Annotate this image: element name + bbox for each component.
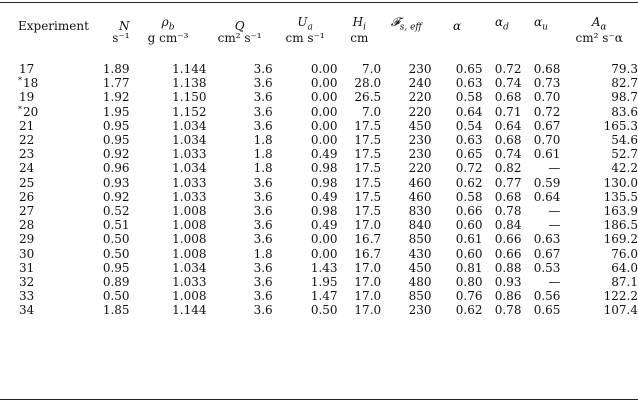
experiment-cell [18, 147, 103, 161]
alpha-d-cell: 0.71 [494, 104, 522, 119]
rho-b-cell: 1.144 [172, 303, 207, 318]
rho-b-cell: 1.033 [172, 147, 207, 162]
N-cell: 0.52 [102, 203, 130, 218]
table-top-rule [0, 2, 638, 3]
header-name-row [18, 14, 638, 32]
A-alpha-cell: 82.7 [611, 76, 638, 91]
experiment-cell [18, 133, 103, 147]
H-i-cell: 17.5 [354, 203, 382, 218]
experiment-marker: * [18, 76, 22, 86]
rho-b-cell: 1.008 [172, 218, 207, 233]
A-alpha-cell: 64.0 [611, 260, 638, 275]
experiment-id: 31 [19, 260, 35, 275]
alpha-d-cell: 0.68 [494, 133, 522, 148]
experiment-cell [18, 275, 103, 289]
alpha-cell: 0.63 [455, 133, 483, 148]
H-i-cell: 17.0 [354, 303, 382, 318]
experiment-id: 34 [19, 303, 35, 318]
Q-cell: 3.6 [253, 76, 273, 91]
table-body [18, 62, 638, 317]
alpha-cell: 0.61 [455, 232, 483, 247]
experiment-id: 24 [19, 161, 35, 176]
Q-cell: 3.6 [253, 260, 273, 275]
table-row [18, 246, 638, 260]
Q-cell: 3.6 [253, 218, 273, 233]
unit-alpha-d [482, 32, 521, 50]
unit-U-a: cm s⁻¹ [285, 31, 325, 45]
experiment-marker: * [18, 104, 22, 114]
table-row [18, 119, 638, 133]
N-cell: 1.95 [102, 104, 130, 119]
alpha-u-cell: 0.70 [533, 90, 561, 105]
N-cell: 1.89 [102, 62, 130, 77]
rho-b-cell: 1.008 [172, 289, 207, 304]
table-row [18, 105, 638, 119]
Q-cell: 3.6 [253, 189, 273, 204]
A-alpha-cell: 79.3 [611, 62, 638, 77]
alpha-u-cell: 0.67 [533, 118, 561, 133]
Q-cell: 1.8 [253, 147, 273, 162]
alpha-u-cell: 0.59 [533, 175, 561, 190]
A-alpha-cell: 163.9 [603, 203, 638, 218]
experiment-cell [18, 303, 103, 317]
U-a-cell: 1.43 [310, 260, 338, 275]
U-a-cell: 1.47 [310, 289, 338, 304]
A-alpha-cell: 135.5 [603, 189, 638, 204]
alpha-u-cell: 0.61 [533, 147, 561, 162]
table-row [18, 147, 638, 161]
alpha-cell: 0.65 [455, 62, 483, 77]
rho-b-cell: 1.152 [172, 104, 207, 119]
H-i-cell: 16.7 [354, 246, 382, 261]
table-row [18, 218, 638, 232]
F-s-eff-cell: 220 [408, 90, 432, 105]
unit-alpha-u [521, 32, 560, 50]
header-Q: Q [234, 19, 245, 33]
F-s-eff-cell: 450 [408, 260, 432, 275]
U-a-cell: 0.00 [310, 133, 338, 148]
F-s-eff-cell: 230 [408, 133, 432, 148]
alpha-u-cell: 0.70 [533, 133, 561, 148]
rho-b-cell: 1.033 [172, 175, 207, 190]
Q-cell: 3.6 [253, 175, 273, 190]
Q-cell: 1.8 [253, 246, 273, 261]
Q-cell: 3.6 [253, 232, 273, 247]
U-a-cell: 0.00 [310, 76, 338, 91]
H-i-cell: 17.0 [354, 260, 382, 275]
header-alpha: α [452, 19, 462, 33]
header-experiment: Experiment [18, 19, 89, 33]
A-alpha-cell: 186.5 [603, 218, 638, 233]
F-s-eff-cell: 230 [408, 303, 432, 318]
F-s-eff-cell: 230 [408, 62, 432, 77]
H-i-cell: 16.7 [354, 232, 382, 247]
rho-b-cell: 1.150 [172, 90, 207, 105]
table-row [18, 190, 638, 204]
rho-b-cell: 1.138 [172, 76, 207, 91]
alpha-cell: 0.76 [455, 289, 483, 304]
A-alpha-cell: 76.0 [611, 246, 638, 261]
Q-cell: 3.6 [253, 303, 273, 318]
A-alpha-cell: 52.7 [611, 147, 638, 162]
experiment-cell [18, 119, 103, 133]
H-i-cell: 17.5 [354, 147, 382, 162]
U-a-cell: 0.49 [310, 218, 338, 233]
header-alpha-d: $\alpha_d$ [495, 14, 509, 32]
experiment-id: 22 [19, 133, 35, 148]
U-a-cell: 0.98 [310, 175, 338, 190]
F-s-eff-cell: 840 [408, 218, 432, 233]
A-alpha-cell: 107.4 [603, 303, 638, 318]
N-cell: 0.51 [102, 218, 130, 233]
header-F-s-eff: 𝓕$_{s, eff}$ [390, 14, 422, 32]
alpha-u-cell: 0.53 [533, 260, 561, 275]
alpha-cell: 0.80 [455, 274, 483, 289]
alpha-d-cell: 0.88 [494, 260, 522, 275]
H-i-cell: 28.0 [354, 76, 382, 91]
header-unit-row [18, 32, 638, 50]
H-i-cell: 17.5 [354, 133, 382, 148]
rho-b-cell: 1.008 [172, 232, 207, 247]
table-row [18, 176, 638, 190]
unit-F-s-eff [381, 32, 431, 50]
alpha-cell: 0.58 [455, 189, 483, 204]
experiment-id: 32 [19, 274, 35, 289]
H-i-cell: 7.0 [362, 104, 382, 119]
rho-b-cell: 1.008 [172, 246, 207, 261]
experiment-id: 23 [19, 147, 35, 162]
experiment-cell [18, 161, 103, 175]
header-alpha-u: $\alpha_u$ [533, 14, 548, 32]
alpha-u-cell: — [548, 203, 561, 218]
table-row [18, 62, 638, 76]
alpha-u-cell: 0.67 [533, 246, 561, 261]
U-a-cell: 0.00 [310, 104, 338, 119]
unit-experiment [18, 32, 103, 50]
unit-A-alpha: cm² s⁻α [575, 31, 623, 45]
table-header [18, 14, 638, 62]
U-a-cell: 0.49 [310, 189, 338, 204]
header-H-i: $H_i$ [352, 14, 367, 32]
Q-cell: 1.8 [253, 133, 273, 148]
alpha-d-cell: 0.82 [494, 161, 522, 176]
alpha-d-cell: 0.78 [494, 303, 522, 318]
alpha-cell: 0.62 [455, 175, 483, 190]
A-alpha-cell: 87.1 [611, 274, 638, 289]
experiment-cell [18, 176, 103, 190]
experiment-id: 19 [19, 90, 35, 105]
H-i-cell: 17.0 [354, 218, 382, 233]
U-a-cell: 0.00 [310, 232, 338, 247]
experiment-cell [18, 90, 103, 104]
rho-b-cell: 1.033 [172, 189, 207, 204]
H-i-cell: 17.5 [354, 118, 382, 133]
alpha-u-cell: 0.56 [533, 289, 561, 304]
table-row [18, 289, 638, 303]
N-cell: 0.92 [102, 147, 130, 162]
alpha-u-cell: 0.65 [533, 303, 561, 318]
alpha-d-cell: 0.74 [494, 147, 522, 162]
A-alpha-cell: 130.0 [603, 175, 638, 190]
F-s-eff-cell: 830 [408, 203, 432, 218]
table-row [18, 90, 638, 104]
F-s-eff-cell: 230 [408, 147, 432, 162]
alpha-d-cell: 0.78 [494, 203, 522, 218]
Q-cell: 3.6 [253, 203, 273, 218]
H-i-cell: 17.5 [354, 161, 382, 176]
table-row [18, 261, 638, 275]
table-row [18, 303, 638, 317]
experiment-id: 17 [19, 62, 35, 77]
header-A-alpha: $A_\alpha$ [591, 14, 607, 32]
alpha-cell: 0.72 [455, 161, 483, 176]
H-i-cell: 17.0 [354, 274, 382, 289]
experiment-cell [18, 246, 103, 260]
N-cell: 0.95 [102, 118, 130, 133]
alpha-d-cell: 0.66 [494, 246, 522, 261]
experiment-id: 30 [19, 246, 35, 261]
Q-cell: 3.6 [253, 90, 273, 105]
N-cell: 1.85 [102, 303, 130, 318]
unit-N: s⁻¹ [112, 31, 130, 45]
experiment-cell [18, 204, 103, 218]
U-a-cell: 0.00 [310, 62, 338, 77]
Q-cell: 3.6 [253, 289, 273, 304]
N-cell: 1.92 [102, 90, 130, 105]
Q-cell: 3.6 [253, 118, 273, 133]
F-s-eff-cell: 220 [408, 104, 432, 119]
alpha-d-cell: 0.93 [494, 274, 522, 289]
data-table [18, 14, 638, 317]
alpha-cell: 0.65 [455, 147, 483, 162]
N-cell: 0.96 [102, 161, 130, 176]
rho-b-cell: 1.034 [172, 161, 207, 176]
alpha-cell: 0.54 [455, 118, 483, 133]
N-cell: 0.89 [102, 274, 130, 289]
A-alpha-cell: 169.2 [603, 232, 638, 247]
experiment-id: 21 [19, 118, 35, 133]
header-N: N [119, 19, 130, 33]
F-s-eff-cell: 220 [408, 161, 432, 176]
rho-b-cell: 1.033 [172, 274, 207, 289]
experiment-cell [18, 76, 103, 90]
N-cell: 0.93 [102, 175, 130, 190]
Q-cell: 3.6 [253, 62, 273, 77]
alpha-u-cell: 0.72 [533, 104, 561, 119]
N-cell: 0.92 [102, 189, 130, 204]
experiment-id: 20 [23, 104, 39, 119]
alpha-cell: 0.58 [455, 90, 483, 105]
U-a-cell: 0.00 [310, 118, 338, 133]
alpha-d-cell: 0.74 [494, 76, 522, 91]
alpha-u-cell: 0.73 [533, 76, 561, 91]
unit-Q: cm² s⁻¹ [217, 31, 262, 45]
F-s-eff-cell: 850 [408, 232, 432, 247]
alpha-u-cell: — [548, 218, 561, 233]
unit-rho-b: g cm⁻³ [147, 31, 189, 45]
alpha-d-cell: 0.68 [494, 90, 522, 105]
experiment-id: 28 [19, 218, 35, 233]
table-row [18, 133, 638, 147]
alpha-d-cell: 0.84 [494, 218, 522, 233]
U-a-cell: 0.00 [310, 246, 338, 261]
A-alpha-cell: 83.6 [611, 104, 638, 119]
alpha-d-cell: 0.86 [494, 289, 522, 304]
alpha-d-cell: 0.68 [494, 189, 522, 204]
experiment-cell [18, 232, 103, 246]
U-a-cell: 0.00 [310, 90, 338, 105]
F-s-eff-cell: 430 [408, 246, 432, 261]
A-alpha-cell: 165.3 [603, 118, 638, 133]
N-cell: 0.50 [102, 246, 130, 261]
header-U-a: $U_a$ [297, 14, 313, 32]
alpha-cell: 0.81 [455, 260, 483, 275]
experiment-cell [18, 218, 103, 232]
header-spacer [18, 50, 638, 62]
table-row [18, 275, 638, 289]
Q-cell: 3.6 [253, 274, 273, 289]
U-a-cell: 0.98 [310, 203, 338, 218]
Q-cell: 1.8 [253, 161, 273, 176]
F-s-eff-cell: 240 [408, 76, 432, 91]
experiment-id: 26 [19, 189, 35, 204]
alpha-cell: 0.66 [455, 203, 483, 218]
rho-b-cell: 1.008 [172, 203, 207, 218]
experiment-cell [18, 105, 103, 119]
alpha-u-cell: 0.68 [533, 62, 561, 77]
A-alpha-cell: 54.6 [611, 133, 638, 148]
F-s-eff-cell: 480 [408, 274, 432, 289]
experiment-cell [18, 289, 103, 303]
F-s-eff-cell: 850 [408, 289, 432, 304]
U-a-cell: 0.49 [310, 147, 338, 162]
alpha-cell: 0.64 [455, 104, 483, 119]
rho-b-cell: 1.034 [172, 133, 207, 148]
table-bottom-rule [0, 399, 638, 400]
experiment-id: 18 [23, 76, 39, 91]
unit-alpha [432, 32, 483, 50]
F-s-eff-cell: 460 [408, 175, 432, 190]
header-rho-b: $\rho_b$ [161, 14, 175, 32]
alpha-d-cell: 0.72 [494, 62, 522, 77]
U-a-cell: 0.50 [310, 303, 338, 318]
rho-b-cell: 1.034 [172, 260, 207, 275]
H-i-cell: 26.5 [354, 90, 382, 105]
F-s-eff-cell: 460 [408, 189, 432, 204]
A-alpha-cell: 42.2 [611, 161, 638, 176]
N-cell: 0.50 [102, 232, 130, 247]
N-cell: 1.77 [102, 76, 130, 91]
H-i-cell: 7.0 [362, 62, 382, 77]
N-cell: 0.50 [102, 289, 130, 304]
experiment-cell [18, 62, 103, 76]
U-a-cell: 0.98 [310, 161, 338, 176]
experiment-id: 33 [19, 289, 35, 304]
H-i-cell: 17.0 [354, 289, 382, 304]
U-a-cell: 1.95 [310, 274, 338, 289]
alpha-u-cell: 0.63 [533, 232, 561, 247]
unit-H-i: cm [350, 31, 369, 45]
A-alpha-cell: 122.2 [603, 289, 638, 304]
alpha-u-cell: — [548, 274, 561, 289]
rho-b-cell: 1.034 [172, 118, 207, 133]
F-s-eff-cell: 450 [408, 118, 432, 133]
alpha-cell: 0.60 [455, 218, 483, 233]
alpha-cell: 0.60 [455, 246, 483, 261]
table-row [18, 232, 638, 246]
table-row [18, 76, 638, 90]
experiment-id: 27 [19, 203, 35, 218]
alpha-u-cell: — [548, 161, 561, 176]
H-i-cell: 17.5 [354, 175, 382, 190]
experiment-cell [18, 190, 103, 204]
experiment-cell [18, 261, 103, 275]
alpha-d-cell: 0.77 [494, 175, 522, 190]
table-row [18, 161, 638, 175]
experiment-id: 29 [19, 232, 35, 247]
Q-cell: 3.6 [253, 104, 273, 119]
A-alpha-cell: 98.7 [611, 90, 638, 105]
rho-b-cell: 1.144 [172, 62, 207, 77]
H-i-cell: 17.5 [354, 189, 382, 204]
alpha-cell: 0.63 [455, 76, 483, 91]
N-cell: 0.95 [102, 260, 130, 275]
alpha-cell: 0.62 [455, 303, 483, 318]
experiment-id: 25 [19, 175, 35, 190]
alpha-d-cell: 0.66 [494, 232, 522, 247]
N-cell: 0.95 [102, 133, 130, 148]
alpha-u-cell: 0.64 [533, 189, 561, 204]
alpha-d-cell: 0.64 [494, 118, 522, 133]
table-row [18, 204, 638, 218]
